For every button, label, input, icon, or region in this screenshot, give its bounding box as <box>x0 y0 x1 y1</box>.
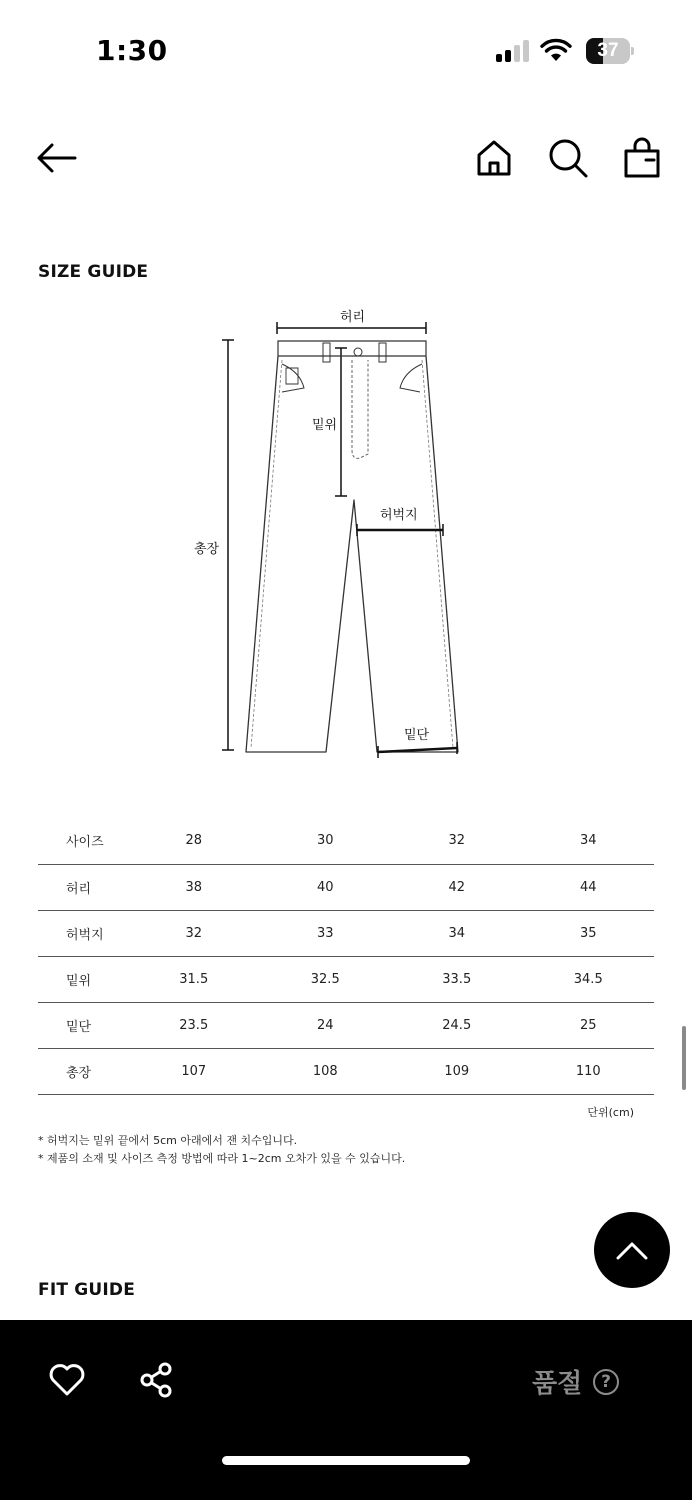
table-cell: 24.5 <box>391 1002 523 1048</box>
table-row-label: 허리 <box>38 864 128 910</box>
table-cell: 32 <box>391 818 523 864</box>
scrollbar[interactable] <box>682 1026 686 1090</box>
waist-label: 허리 <box>340 310 366 325</box>
pants-outline-drawing <box>180 300 500 770</box>
status-time: 1:30 <box>96 34 168 67</box>
soldout-label: 품절 <box>532 1369 583 1399</box>
table-cell: 109 <box>391 1048 523 1094</box>
pants-size-diagram <box>180 300 500 770</box>
table-cell: 30 <box>260 818 392 864</box>
table-row-label: 허벅지 <box>38 910 128 956</box>
table-row-label: 사이즈 <box>38 818 128 864</box>
table-row <box>38 956 654 1002</box>
table-cell: 25 <box>523 1002 655 1048</box>
top-navigation <box>0 120 692 196</box>
search-icon[interactable] <box>544 134 592 182</box>
rise-label: 밑위 <box>312 418 338 433</box>
hem-label: 밑단 <box>404 728 430 743</box>
table-cell: 40 <box>260 864 392 910</box>
table-row-label: 밑위 <box>38 956 128 1002</box>
table-cell: 31.5 <box>128 956 260 1002</box>
table-cell: 44 <box>523 864 655 910</box>
wifi-icon <box>540 38 572 62</box>
table-cell: 32 <box>128 910 260 956</box>
table-cell: 32.5 <box>260 956 392 1002</box>
table-cell: 33.5 <box>391 956 523 1002</box>
table-cell: 34 <box>391 910 523 956</box>
table-cell: 23.5 <box>128 1002 260 1048</box>
heart-icon[interactable] <box>48 1362 86 1398</box>
status-bar <box>0 0 692 100</box>
unit-label: 단위(cm) <box>587 1106 634 1119</box>
chevron-up-icon <box>613 1234 651 1266</box>
table-row <box>38 1048 654 1094</box>
table-row-label: 밑단 <box>38 1002 128 1048</box>
help-icon[interactable]: ? <box>593 1369 619 1395</box>
thigh-label: 허벅지 <box>380 508 418 523</box>
battery-icon <box>586 38 634 64</box>
table-cell: 42 <box>391 864 523 910</box>
table-row-label: 총장 <box>38 1048 128 1094</box>
table-cell: 110 <box>523 1048 655 1094</box>
battery-level: 37 <box>597 40 619 61</box>
table-cell: 107 <box>128 1048 260 1094</box>
size-note-1: * 허벅지는 밑위 끝에서 5cm 아래에서 잰 치수입니다. <box>38 1134 298 1147</box>
cellular-signal-icon <box>496 40 532 62</box>
table-row <box>38 864 654 910</box>
table-row <box>38 910 654 956</box>
table-cell: 35 <box>523 910 655 956</box>
table-cell: 108 <box>260 1048 392 1094</box>
table-cell: 34.5 <box>523 956 655 1002</box>
table-cell: 38 <box>128 864 260 910</box>
bottom-action-bar <box>0 1320 692 1500</box>
table-header-row <box>38 818 654 864</box>
home-indicator[interactable] <box>222 1456 470 1465</box>
table-cell: 28 <box>128 818 260 864</box>
table-row <box>38 1002 654 1048</box>
arrow-left-icon[interactable] <box>32 134 80 182</box>
share-icon[interactable] <box>138 1360 178 1400</box>
size-table <box>38 818 654 1095</box>
size-guide-title: SIZE GUIDE <box>38 262 149 282</box>
table-cell: 24 <box>260 1002 392 1048</box>
scroll-to-top-button[interactable] <box>594 1212 670 1288</box>
table-cell: 34 <box>523 818 655 864</box>
table-cell: 33 <box>260 910 392 956</box>
length-label: 총장 <box>194 542 220 557</box>
shopping-bag-icon[interactable] <box>618 134 666 182</box>
fit-guide-title: FIT GUIDE <box>38 1280 136 1300</box>
home-icon[interactable] <box>470 134 518 182</box>
size-note-2: * 제품의 소재 및 사이즈 측정 방법에 따라 1~2cm 오차가 있을 수 있습니다. <box>38 1152 406 1165</box>
